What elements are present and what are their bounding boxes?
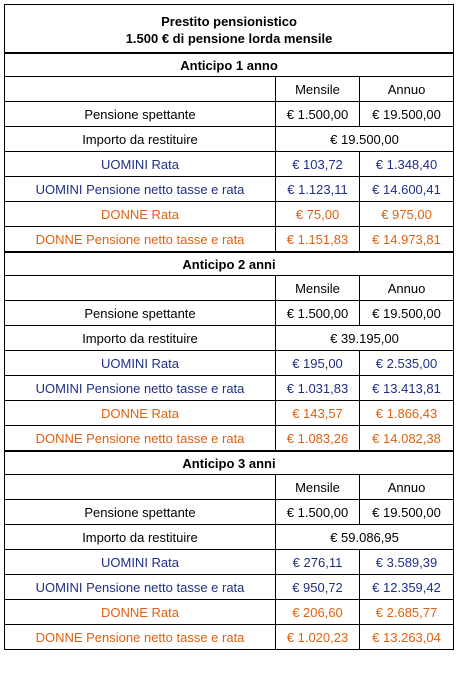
row-label: Importo da restituire	[5, 127, 276, 152]
row-label: UOMINI Rata	[5, 550, 276, 575]
value-annuo: € 14.973,81	[360, 227, 454, 253]
header-mensile: Mensile	[276, 475, 360, 500]
value-mensile: € 103,72	[276, 152, 360, 177]
value-importo: € 19.500,00	[276, 127, 454, 152]
section-heading: Anticipo 3 anni	[5, 451, 454, 475]
value-mensile: € 276,11	[276, 550, 360, 575]
row-label: DONNE Rata	[5, 401, 276, 426]
value-importo: € 39.195,00	[276, 326, 454, 351]
value-annuo: € 975,00	[360, 202, 454, 227]
table-row	[5, 326, 454, 351]
value-mensile: € 1.083,26	[276, 426, 360, 452]
row-label: UOMINI Rata	[5, 152, 276, 177]
table-row	[5, 102, 454, 127]
column-header-row	[5, 475, 454, 500]
column-header-row	[5, 77, 454, 102]
value-mensile: € 1.500,00	[276, 301, 360, 326]
header-annuo: Annuo	[360, 475, 454, 500]
value-mensile: € 1.020,23	[276, 625, 360, 650]
value-annuo: € 14.082,38	[360, 426, 454, 452]
row-label: UOMINI Rata	[5, 351, 276, 376]
table-row	[5, 376, 454, 401]
value-mensile: € 75,00	[276, 202, 360, 227]
value-annuo: € 2.535,00	[360, 351, 454, 376]
table-row	[5, 401, 454, 426]
value-annuo: € 19.500,00	[360, 301, 454, 326]
section-heading-row	[5, 53, 454, 77]
table-row	[5, 301, 454, 326]
header-annuo: Annuo	[360, 77, 454, 102]
value-annuo: € 12.359,42	[360, 575, 454, 600]
empty-header-cell	[5, 77, 276, 102]
value-mensile: € 950,72	[276, 575, 360, 600]
row-label: UOMINI Pensione netto tasse e rata	[5, 177, 276, 202]
value-annuo: € 2.685,77	[360, 600, 454, 625]
section-heading: Anticipo 2 anni	[5, 252, 454, 276]
table-row	[5, 202, 454, 227]
header-mensile: Mensile	[276, 77, 360, 102]
table-row	[5, 500, 454, 525]
value-annuo: € 3.589,39	[360, 550, 454, 575]
title-line-2: 1.500 € di pensione lorda mensile	[125, 31, 333, 46]
table-row	[5, 227, 454, 253]
title-line-1: Prestito pensionistico	[161, 14, 297, 29]
value-annuo: € 19.500,00	[360, 102, 454, 127]
table-row	[5, 426, 454, 452]
table-title	[5, 5, 454, 54]
value-mensile: € 143,57	[276, 401, 360, 426]
pension-loan-table	[4, 4, 454, 650]
row-label: UOMINI Pensione netto tasse e rata	[5, 376, 276, 401]
value-annuo: € 13.263,04	[360, 625, 454, 650]
row-label: DONNE Rata	[5, 202, 276, 227]
row-label: Pensione spettante	[5, 500, 276, 525]
value-mensile: € 1.500,00	[276, 102, 360, 127]
column-header-row	[5, 276, 454, 301]
table-row	[5, 351, 454, 376]
value-annuo: € 14.600,41	[360, 177, 454, 202]
header-annuo: Annuo	[360, 276, 454, 301]
row-label: UOMINI Pensione netto tasse e rata	[5, 575, 276, 600]
row-label: Importo da restituire	[5, 525, 276, 550]
empty-header-cell	[5, 276, 276, 301]
row-label: DONNE Pensione netto tasse e rata	[5, 227, 276, 253]
value-annuo: € 19.500,00	[360, 500, 454, 525]
header-mensile: Mensile	[276, 276, 360, 301]
row-label: Pensione spettante	[5, 102, 276, 127]
row-label: DONNE Pensione netto tasse e rata	[5, 625, 276, 650]
section-heading-row	[5, 252, 454, 276]
row-label: DONNE Pensione netto tasse e rata	[5, 426, 276, 452]
table-row	[5, 152, 454, 177]
table-row	[5, 575, 454, 600]
value-mensile: € 1.151,83	[276, 227, 360, 253]
table-row	[5, 525, 454, 550]
value-annuo: € 1.866,43	[360, 401, 454, 426]
row-label: Pensione spettante	[5, 301, 276, 326]
table-row	[5, 550, 454, 575]
value-annuo: € 13.413,81	[360, 376, 454, 401]
table-row	[5, 625, 454, 650]
row-label: Importo da restituire	[5, 326, 276, 351]
section-heading: Anticipo 1 anno	[5, 53, 454, 77]
value-mensile: € 206,60	[276, 600, 360, 625]
row-label: DONNE Rata	[5, 600, 276, 625]
value-annuo: € 1.348,40	[360, 152, 454, 177]
table-row	[5, 177, 454, 202]
table-row	[5, 127, 454, 152]
title-row	[5, 5, 454, 54]
value-mensile: € 1.123,11	[276, 177, 360, 202]
value-mensile: € 1.031,83	[276, 376, 360, 401]
value-mensile: € 1.500,00	[276, 500, 360, 525]
table-row	[5, 600, 454, 625]
section-heading-row	[5, 451, 454, 475]
value-importo: € 59.086,95	[276, 525, 454, 550]
empty-header-cell	[5, 475, 276, 500]
value-mensile: € 195,00	[276, 351, 360, 376]
